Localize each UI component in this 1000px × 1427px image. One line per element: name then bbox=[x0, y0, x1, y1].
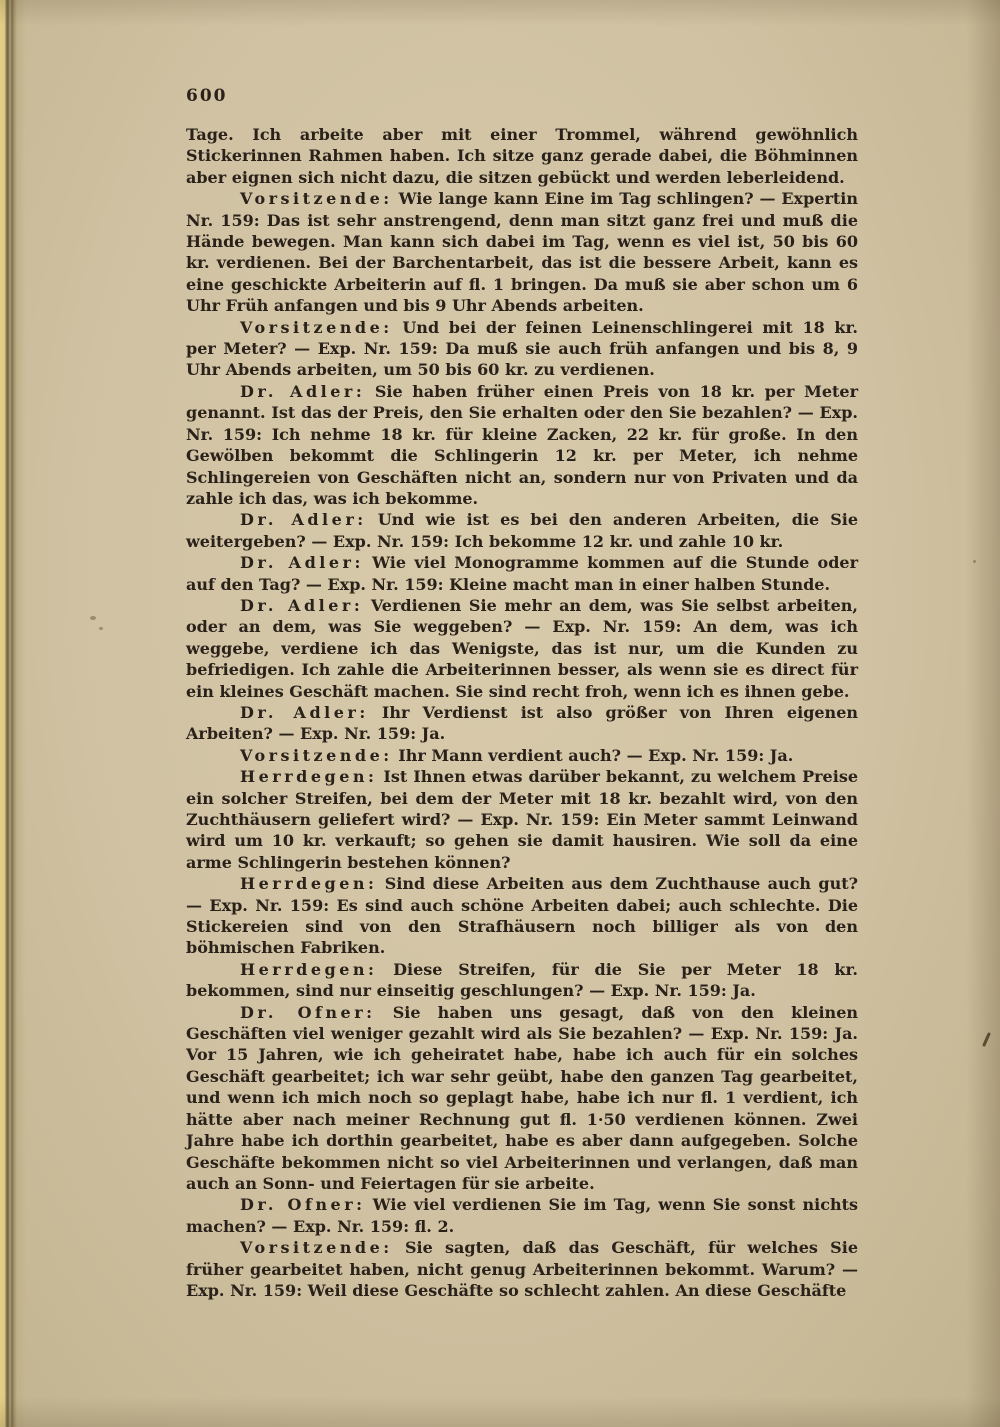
page-number: 600 bbox=[186, 86, 228, 106]
paragraph bbox=[186, 1237, 858, 1301]
paragraph bbox=[186, 124, 858, 188]
paragraph bbox=[186, 381, 858, 509]
paragraph bbox=[186, 959, 858, 1002]
paragraph bbox=[186, 1002, 858, 1195]
speaker-name: Vorsitzende: bbox=[240, 189, 393, 209]
paragraph bbox=[186, 188, 858, 316]
paper-speck bbox=[973, 560, 976, 563]
bottom-edge-shadow bbox=[0, 1397, 1000, 1427]
paragraph bbox=[186, 1194, 858, 1237]
speaker-name: Vorsitzende: bbox=[240, 1238, 393, 1258]
paragraph-text: Ihr Mann verdient auch? — Exp. Nr. 159: Ja. bbox=[392, 745, 794, 765]
paragraph bbox=[186, 745, 858, 766]
speaker-name: Herrdegen: bbox=[240, 959, 378, 979]
paragraph bbox=[186, 552, 858, 595]
speaker-name: Vorsitzende: bbox=[240, 317, 393, 337]
paragraph-text: Sie haben uns gesagt, daß von den kleinen Geschäften viel weniger gezahlt wird als Sie bezahlen? — Exp. Nr. 159: Ja. Vor 15 Jahren, wie ich geheiratet habe, habe ich auch für ein solches Geschäft gearbeitet; ich war sehr geübt, habe den ganzen Tag gearbeitet, und wenn ich mich noch so geplagt habe, habe ich nur fl. 1 verdient, ich hätte aber nach meiner Rechnung gut fl. 1·50 verdienen können. Zwei Jahre habe ich dorthin gearbeitet, habe es aber dann aufgegeben. Solche Geschäfte bekommen nicht so viel Arbeiterinnen und verlangen, daß man auch an Sonn- und Feiertagen für sie arbeite. bbox=[186, 1002, 859, 1193]
paragraph bbox=[186, 595, 858, 702]
speaker-name: Dr. Ofner: bbox=[240, 1195, 366, 1215]
paragraph-text: Wie lange kann Eine im Tag schlingen? — Expertin Nr. 159: Das ist sehr anstrengend, denn man sitzt ganz frei und muß die Hände bewegen. Man kann sich dabei im Tag, wenn es viel ist, 50 bis 60 kr. verdienen. Bei der Barchentarbeit, das ist die bessere Arbeit, kann es eine geschickte Arbeiterin auf fl. 1 bringen. Da muß sie aber schon um 6 Uhr Früh anfangen und bis 9 Uhr Abends arbeiten. bbox=[186, 189, 858, 316]
paragraph-text: Sie sagten, daß das Geschäft, für welches Sie früher gearbeitet haben, nicht genug Arbeiterinnen bekommt. Warum? — Exp. Nr. 159: Weil diese Geschäfte so schlecht zahlen. An diese Geschäfte bbox=[186, 1238, 858, 1300]
right-edge-shadow bbox=[966, 0, 1000, 1427]
top-edge-shadow bbox=[0, 0, 1000, 26]
speaker-name: Dr. Ofner: bbox=[240, 1002, 376, 1022]
paragraph-text: Ihr Verdienst ist also größer von Ihren eigenen Arbeiten? — Exp. Nr. 159: Ja. bbox=[186, 702, 859, 744]
paragraph-text: Sind diese Arbeiten aus dem Zuchthause auch gut? — Exp. Nr. 159: Es sind auch schöne Arbeiten dabei; auch schlechte. Die Stickereien sind von den Strafhäusern noch billiger als von den böhmischen Fabriken. bbox=[186, 874, 858, 958]
speaker-name: Herrdegen: bbox=[240, 767, 378, 787]
paragraph-text: Wie viel verdienen Sie im Tag, wenn Sie sonst nichts machen? — Exp. Nr. 159: fl. 2. bbox=[186, 1195, 858, 1236]
speaker-name: Dr. Adler: bbox=[240, 702, 369, 722]
paragraph bbox=[186, 702, 858, 745]
speaker-name: Dr. Adler: bbox=[240, 553, 364, 573]
paragraph bbox=[186, 509, 858, 552]
paragraph-text: Verdienen Sie mehr an dem, was Sie selbst arbeiten, oder an dem, was Sie weggeben? — Exp. Nr. 159: An dem, was ich weggebe, verdiene ich das Wenigste, das ist nur, um die Kunden zu befriedigen. Ich zahle die Arbeiterinnen besser, als wenn sie es direct für ein kleines Geschäft machen. Sie sind recht froh, wenn ich es ihnen gebe. bbox=[186, 595, 858, 701]
paragraph-text: Und wie ist es bei den anderen Arbeiten, die Sie weitergeben? — Exp. Nr. 159: Ich bekomme 12 kr. und zahle 10 kr. bbox=[186, 510, 859, 551]
paper-speck bbox=[99, 627, 103, 630]
paragraph-text: Wie viel Monogramme kommen auf die Stunde oder auf den Tag? — Exp. Nr. 159: Kleine macht man in einer halben Stunde. bbox=[186, 553, 859, 594]
paragraph bbox=[186, 873, 858, 959]
paragraph bbox=[186, 766, 858, 873]
speaker-name: Dr. Adler: bbox=[240, 381, 366, 401]
text-block bbox=[186, 124, 858, 1301]
paragraph-text: Diese Streifen, für die Sie per Meter 18 kr. bekommen, sind nur einseitig geschlungen? — Exp. Nr. 159: Ja. bbox=[186, 959, 858, 1001]
paragraph-text: Und bei der feinen Leinenschlingerei mit 18 kr. per Meter? — Exp. Nr. 159: Da muß sie auch früh anfangen und bis 8, 9 Uhr Abends arbeiten, um 50 bis 60 kr. zu verdienen. bbox=[186, 317, 858, 380]
paragraph-text: Ist Ihnen etwas darüber bekannt, zu welchem Preise ein solcher Streifen, bei dem der Meter mit 18 kr. bezahlt wird, von den Zuchthäusern geliefert wird? — Exp. Nr. 159: Ein Meter sammt Leinwand wird um 10 kr. verkauft; so gehen sie damit hausiren. Wie soll da eine arme Schlingerin bestehen können? bbox=[186, 767, 858, 872]
speaker-name: Herrdegen: bbox=[240, 874, 378, 894]
paragraph-text: Sie haben früher einen Preis von 18 kr. per Meter genannt. Ist das der Preis, den Sie erhalten oder den Sie bezahlen? — Exp. Nr. 159: Ich nehme 18 kr. für kleine Zacken, 22 kr. für große. In den Gewölben bekommt die Schlingerin 12 kr. per Meter, ich nehme Schlingereien von Geschäften nicht an, sondern nur von Privaten und da zahle ich das, was ich bekomme. bbox=[186, 381, 858, 508]
binding-edge bbox=[0, 0, 26, 1427]
speaker-name: Dr. Adler: bbox=[240, 510, 367, 530]
speaker-name: Dr. Adler: bbox=[240, 595, 364, 615]
paragraph-text: Tage. Ich arbeite aber mit einer Trommel, während gewöhnlich Stickerinnen Rahmen haben. Ich sitze ganz gerade dabei, die Böhminnen aber eignen sich nicht dazu, die sitzen gebückt und werden leberleidend. bbox=[186, 125, 858, 187]
paragraph bbox=[186, 317, 858, 381]
speaker-name: Vorsitzende: bbox=[240, 745, 393, 765]
paper-speck bbox=[90, 616, 96, 620]
